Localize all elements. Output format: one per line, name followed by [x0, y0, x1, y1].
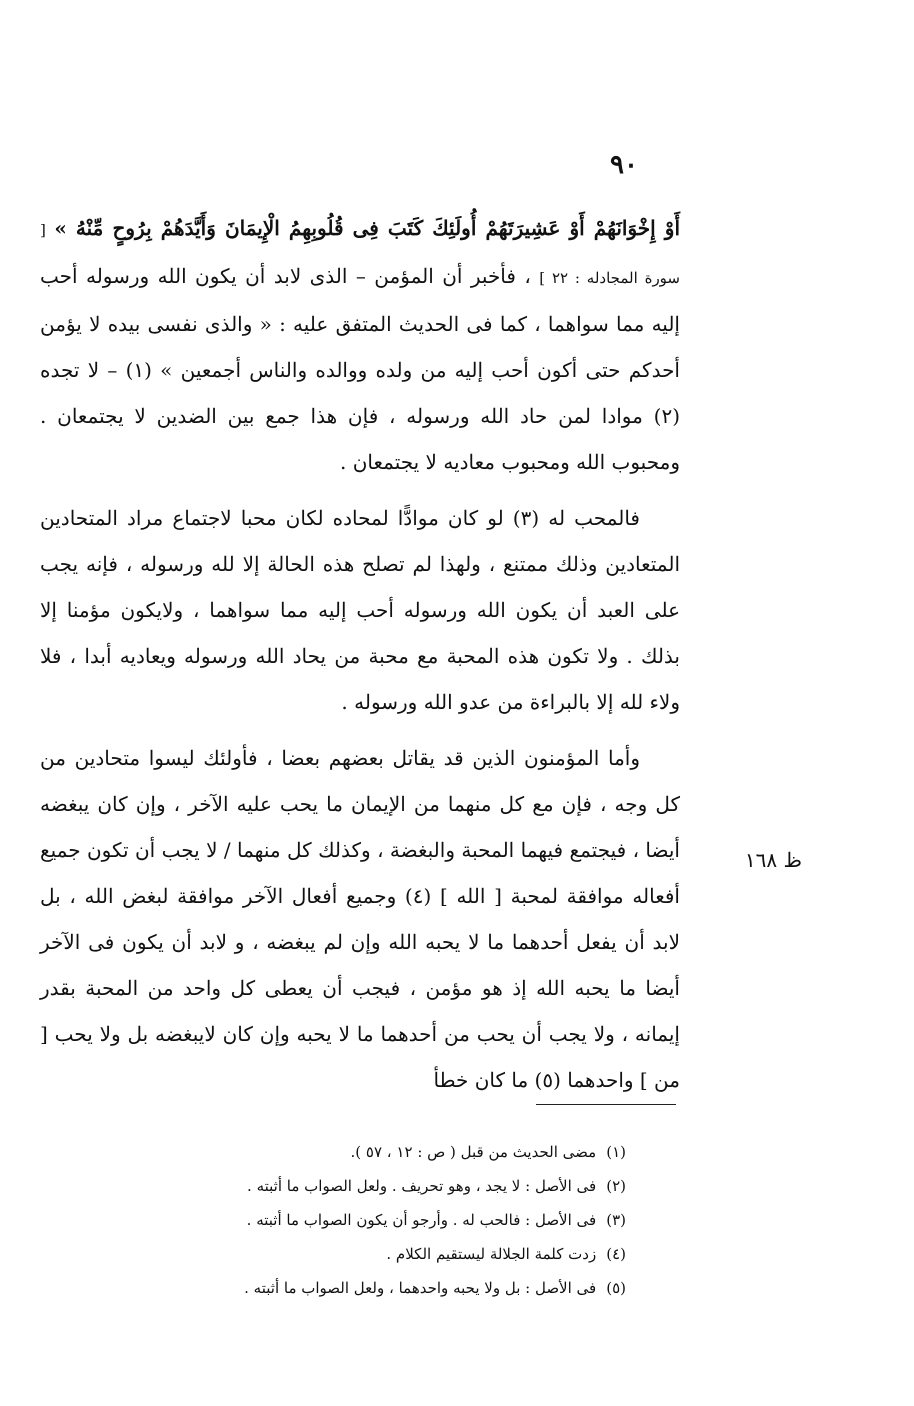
footnotes-list: [180, 1135, 626, 1305]
quran-verse: أَوْ إِخْوَانَهُمْ أَوْ عَشِيرَتَهُمْ أُولَئِكَ كَتَبَ فِى قُلُوبِهِمُ الْإِيمَانَ وَأَيَّدَهُمْ بِرُوحٍ مِّنْهُ »: [54, 216, 681, 240]
page-number: ٩٠: [610, 150, 638, 180]
footnote-text: فى الأصل : فالحب له . وأرجو أن يكون الصواب ما أثبته .: [246, 1211, 597, 1229]
footnote-item: [180, 1203, 626, 1237]
paragraph-3: وأما المؤمنون الذين قد يقاتل بعضهم بعضا ، فأولئك ليسوا متحادين من كل وجه ، فإن مع كل منهما من الإيمان ما يحب عليه الآخر ، وإن كان يبغضه أيضا ، فيجتمع فيهما المحبة والبغضة ، وكذلك كل منهما / لا يجب أن تكون جميع أفعاله موافقة لمحبة [ الله ] (٤) وجميع أفعال الآخر موافقة لبغض الله ، بل لابد أن يفعل أحدهما ما لا يحبه الله وإن لم يبغضه ، و لابد أن يكون فى الآخر أيضا ما يحبه الله إذ هو مؤمن ، فيجب أن يعطى كل واحد من المحبة بقدر إيمانه ، ولا يجب أن يحب من أحدهما ما لا يحبه وإن كان لايبغضه بل ولا يحب [ من ] واحدهما (٥) ما كان خطأ: [40, 746, 680, 1092]
footnote-divider: [536, 1104, 676, 1105]
footnote-number: (٤): [606, 1245, 626, 1263]
footnote-text: فى الأصل : لا يجد ، وهو تحريف . ولعل الصواب ما أثبته .: [247, 1177, 597, 1195]
footnote-number: (٣): [606, 1211, 626, 1229]
footnote-item: [180, 1135, 626, 1169]
paragraph-2: فالمحب له (٣) لو كان موادًّا لمحاده لكان محبا لاجتماع مراد المتحادين المتعادين وذلك ممتنع ، ولهذا لم تصلح هذه الحالة إلا لله ورسوله ، فإنه يجب على العبد أن يكون الله ورسوله أحب إليه مما سواهما ، ولايكون مؤمنا إلا بذلك . ولا تكون هذه المحبة مع محبة من يحاد الله ورسوله ويعاديه أبدا ، فلا ولاء لله إلا بالبراءة من عدو الله ورسوله .: [40, 506, 680, 714]
verse-citation: [ سورة المجادله : ٢٢ ]: [40, 221, 681, 287]
footnote-text: زدت كلمة الجلالة ليستقيم الكلام .: [386, 1245, 597, 1263]
footnote-number: (١): [606, 1143, 626, 1161]
footnote-text: فى الأصل : بل ولا يحبه واحدهما ، ولعل الصواب ما أثبته .: [244, 1279, 597, 1297]
main-text: [40, 205, 680, 1113]
footnote-text: مضى الحديث من قبل ( ص : ١٢ ، ٥٧ ).: [350, 1143, 597, 1161]
footnote-number: (٥): [606, 1279, 626, 1297]
footnote-item: [180, 1237, 626, 1271]
footnote-number: (٢): [606, 1177, 626, 1195]
footnote-item: [180, 1271, 626, 1305]
paragraph-1: [40, 205, 680, 485]
margin-folio-note: ظ ١٦٨: [744, 848, 802, 872]
paragraph-text: ، فأخبر أن المؤمن – الذى لابد أن يكون الله ورسوله أحب إليه مما سواهما ، كما فى الحديث المتفق عليه : « والذى نفسى بيده لا يؤمن أحدكم حتى أكون أحب إليه من ولده ووالده والناس أجمعين » (١) – لا تجده (٢) موادا لمن حاد الله ورسوله ، فإن هذا جمع بين الضدين لا يجتمعان . ومحبوب الله ومحبوب معاديه لا يجتمعان .: [40, 264, 680, 474]
footnote-item: [180, 1169, 626, 1203]
